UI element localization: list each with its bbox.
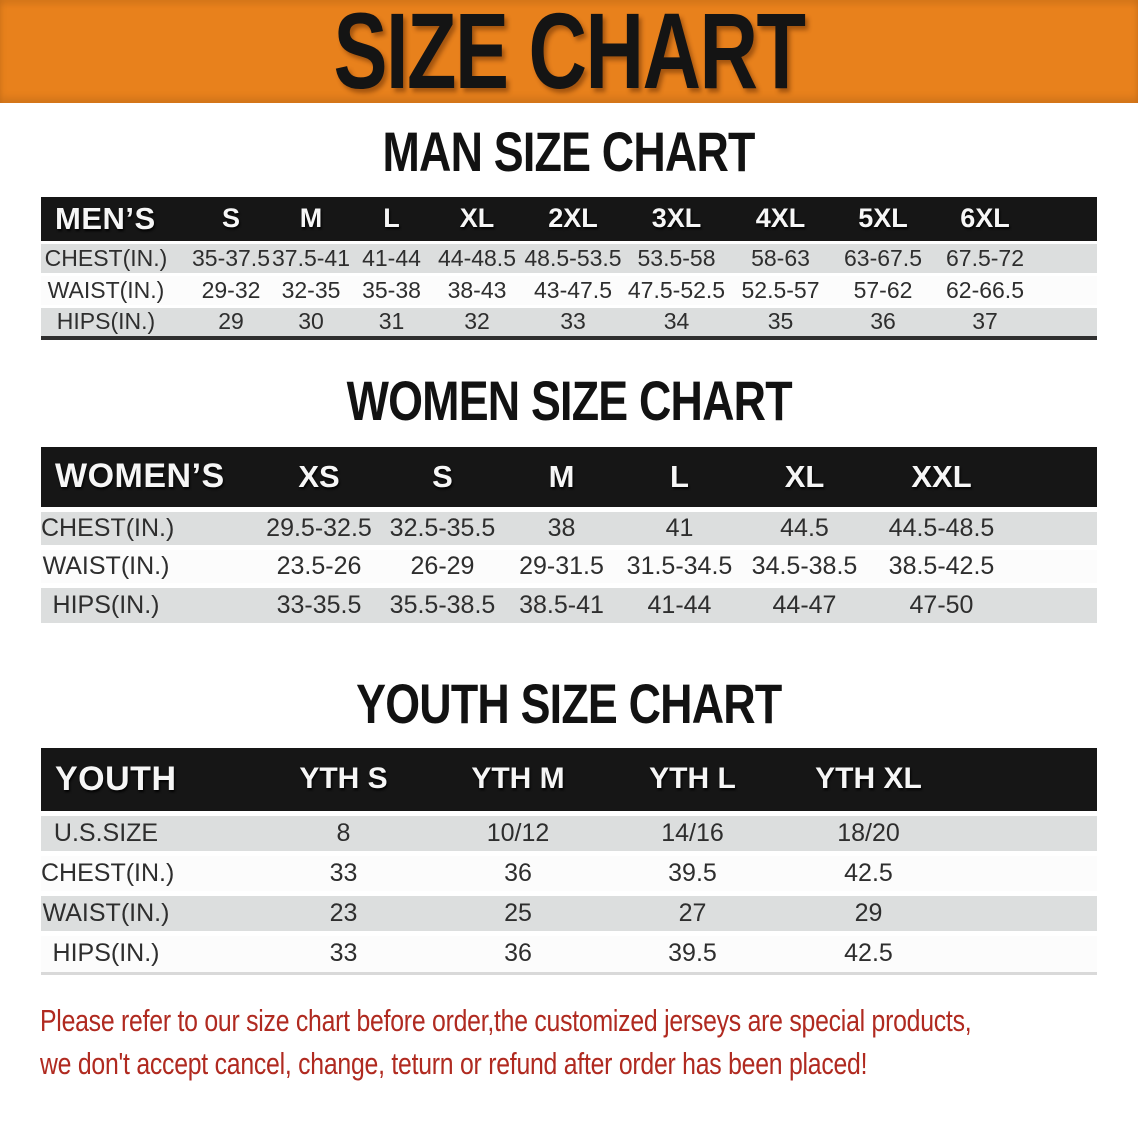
row-label: HIPS(IN.) — [52, 939, 160, 967]
size-value-cell: 18/20 — [780, 813, 957, 853]
size-column-header: S — [432, 458, 453, 494]
size-column-header: YTH L — [649, 762, 736, 796]
measurement-row — [41, 893, 1097, 933]
size-value-cell: 23 — [256, 893, 431, 933]
row-label: CHEST(IN.) — [41, 513, 175, 542]
measurement-row — [41, 853, 1097, 893]
women-size-section — [0, 370, 1138, 623]
size-chart-banner — [0, 0, 1138, 103]
size-value-cell: 35-38 — [351, 274, 432, 306]
disclaimer-line1: Please refer to our size chart before order,the customized jerseys are special products, — [40, 1002, 972, 1038]
size-value-cell: 25 — [431, 893, 605, 933]
row-label: U.S.SIZE — [53, 818, 159, 847]
size-value-cell: 33 — [256, 853, 431, 893]
size-value-cell: 23.5-26 — [256, 547, 382, 585]
size-value-cell: 32 — [432, 306, 522, 338]
row-label-cell — [41, 274, 191, 306]
size-value-cell: 38 — [503, 509, 620, 547]
filler-cell — [1013, 509, 1097, 547]
size-value-cell: 52.5-57 — [729, 274, 832, 306]
size-value-cell: 10/12 — [431, 813, 605, 853]
size-value-cell: 37 — [934, 306, 1036, 338]
size-column-header: 5XL — [858, 203, 908, 234]
size-value-cell: 30 — [271, 306, 351, 338]
size-value-cell: 38.5-42.5 — [870, 547, 1013, 585]
size-value-cell: 29-31.5 — [503, 547, 620, 585]
size-value-cell: 38-43 — [432, 274, 522, 306]
size-value-cell: 34.5-38.5 — [739, 547, 870, 585]
measurement-row — [41, 813, 1097, 853]
size-value-cell: 31.5-34.5 — [620, 547, 739, 585]
measurement-row — [41, 933, 1097, 973]
size-value-cell: 42.5 — [780, 853, 957, 893]
size-value-cell: 41 — [620, 509, 739, 547]
size-value-cell: 36 — [431, 933, 605, 973]
row-label: CHEST(IN.) — [41, 858, 175, 887]
measurement-row — [41, 242, 1097, 274]
row-label-cell — [41, 893, 256, 933]
size-column-header: L — [383, 203, 400, 234]
size-value-cell: 33-35.5 — [256, 585, 382, 623]
size-value-cell: 26-29 — [382, 547, 503, 585]
size-value-cell: 35.5-38.5 — [382, 585, 503, 623]
size-column-header: 2XL — [548, 203, 598, 234]
size-column-header: M — [548, 458, 575, 494]
size-value-cell: 35 — [729, 306, 832, 338]
size-value-cell: 29 — [780, 893, 957, 933]
size-column-header: XXL — [911, 458, 972, 494]
measurement-row — [41, 547, 1097, 585]
filler-cell — [1013, 547, 1097, 585]
size-column-header: 4XL — [755, 203, 806, 234]
row-label-cell — [41, 813, 256, 853]
filler-cell — [1013, 447, 1097, 509]
filler-cell — [957, 853, 1097, 893]
size-column-header: L — [670, 458, 689, 494]
size-value-cell: 32-35 — [271, 274, 351, 306]
row-label: CHEST(IN.) — [44, 244, 168, 271]
row-label: WAIST(IN.) — [47, 276, 165, 303]
size-value-cell: 32.5-35.5 — [382, 509, 503, 547]
size-column-header: 3XL — [651, 203, 702, 234]
size-value-cell: 67.5-72 — [934, 242, 1036, 274]
filler-cell — [957, 893, 1097, 933]
size-value-cell: 47.5-52.5 — [624, 274, 729, 306]
size-value-cell: 41-44 — [620, 585, 739, 623]
men-size-table — [41, 197, 1097, 340]
size-column-header: XS — [298, 458, 340, 494]
size-value-cell: 39.5 — [605, 853, 780, 893]
size-value-cell: 29.5-32.5 — [256, 509, 382, 547]
filler-cell — [957, 748, 1097, 813]
row-label-cell — [41, 509, 256, 547]
size-value-cell: 8 — [256, 813, 431, 853]
row-label-cell — [41, 933, 256, 973]
size-value-cell: 63-67.5 — [832, 242, 934, 274]
size-value-cell: 36 — [431, 853, 605, 893]
size-value-cell: 58-63 — [729, 242, 832, 274]
size-value-cell: 62-66.5 — [934, 274, 1036, 306]
size-column-header: YTH M — [471, 762, 565, 796]
size-column-header: S — [221, 203, 240, 234]
men-section-heading: MAN SIZE CHART — [382, 120, 756, 183]
size-value-cell: 33 — [256, 933, 431, 973]
size-value-cell: 48.5-53.5 — [522, 242, 624, 274]
filler-cell — [1036, 274, 1097, 306]
row-label-cell — [41, 585, 256, 623]
size-column-header: 6XL — [960, 203, 1010, 234]
size-column-header: XL — [459, 203, 495, 234]
row-label: WAIST(IN.) — [42, 551, 170, 580]
filler-cell — [1036, 242, 1097, 274]
row-label: HIPS(IN.) — [56, 308, 156, 335]
row-label-cell — [41, 242, 191, 274]
size-value-cell: 47-50 — [870, 585, 1013, 623]
size-value-cell: 43-47.5 — [522, 274, 624, 306]
table-title-cell: MEN’S — [55, 200, 156, 236]
women-section-heading: WOMEN SIZE CHART — [346, 369, 792, 432]
size-value-cell: 53.5-58 — [624, 242, 729, 274]
size-value-cell: 44-47 — [739, 585, 870, 623]
row-label-cell — [41, 306, 191, 338]
size-header-row — [41, 447, 1097, 509]
size-value-cell: 42.5 — [780, 933, 957, 973]
size-value-cell: 29-32 — [191, 274, 271, 306]
size-value-cell: 39.5 — [605, 933, 780, 973]
filler-cell — [957, 933, 1097, 973]
size-header-row — [41, 748, 1097, 813]
order-disclaimer — [40, 999, 1112, 1085]
size-column-header: M — [299, 203, 323, 234]
youth-section-heading: YOUTH SIZE CHART — [356, 672, 782, 735]
size-value-cell: 37.5-41 — [271, 242, 351, 274]
measurement-row — [41, 585, 1097, 623]
filler-cell — [1036, 197, 1097, 242]
row-label-cell — [41, 547, 256, 585]
youth-size-section — [0, 673, 1138, 975]
size-value-cell: 14/16 — [605, 813, 780, 853]
size-column-header: YTH S — [299, 762, 388, 796]
size-value-cell: 33 — [522, 306, 624, 338]
size-header-row — [41, 197, 1097, 242]
size-value-cell: 38.5-41 — [503, 585, 620, 623]
filler-cell — [1036, 306, 1097, 338]
size-value-cell: 57-62 — [832, 274, 934, 306]
size-value-cell: 29 — [191, 306, 271, 338]
size-value-cell: 44.5 — [739, 509, 870, 547]
disclaimer-line2: we don't accept cancel, change, teturn or refund after order has been placed! — [40, 1045, 868, 1081]
table-title-cell: YOUTH — [55, 759, 177, 798]
size-value-cell: 35-37.5 — [191, 242, 271, 274]
youth-size-table — [41, 748, 1097, 975]
size-value-cell: 34 — [624, 306, 729, 338]
size-column-header: YTH XL — [815, 762, 922, 796]
row-label: WAIST(IN.) — [42, 898, 170, 927]
size-column-header: XL — [784, 458, 825, 494]
men-size-section — [0, 121, 1138, 340]
table-title-cell: WOMEN’S — [55, 457, 225, 496]
measurement-row — [41, 509, 1097, 547]
size-value-cell: 41-44 — [351, 242, 432, 274]
size-value-cell: 27 — [605, 893, 780, 933]
filler-cell — [1013, 585, 1097, 623]
banner-title: SIZE CHART — [333, 0, 805, 103]
measurement-row — [41, 306, 1097, 338]
size-value-cell: 44.5-48.5 — [870, 509, 1013, 547]
measurement-row — [41, 274, 1097, 306]
filler-cell — [957, 813, 1097, 853]
women-size-table — [41, 447, 1097, 623]
size-value-cell: 31 — [351, 306, 432, 338]
size-value-cell: 44-48.5 — [432, 242, 522, 274]
row-label-cell — [41, 853, 256, 893]
row-label: HIPS(IN.) — [52, 590, 160, 619]
size-value-cell: 36 — [832, 306, 934, 338]
